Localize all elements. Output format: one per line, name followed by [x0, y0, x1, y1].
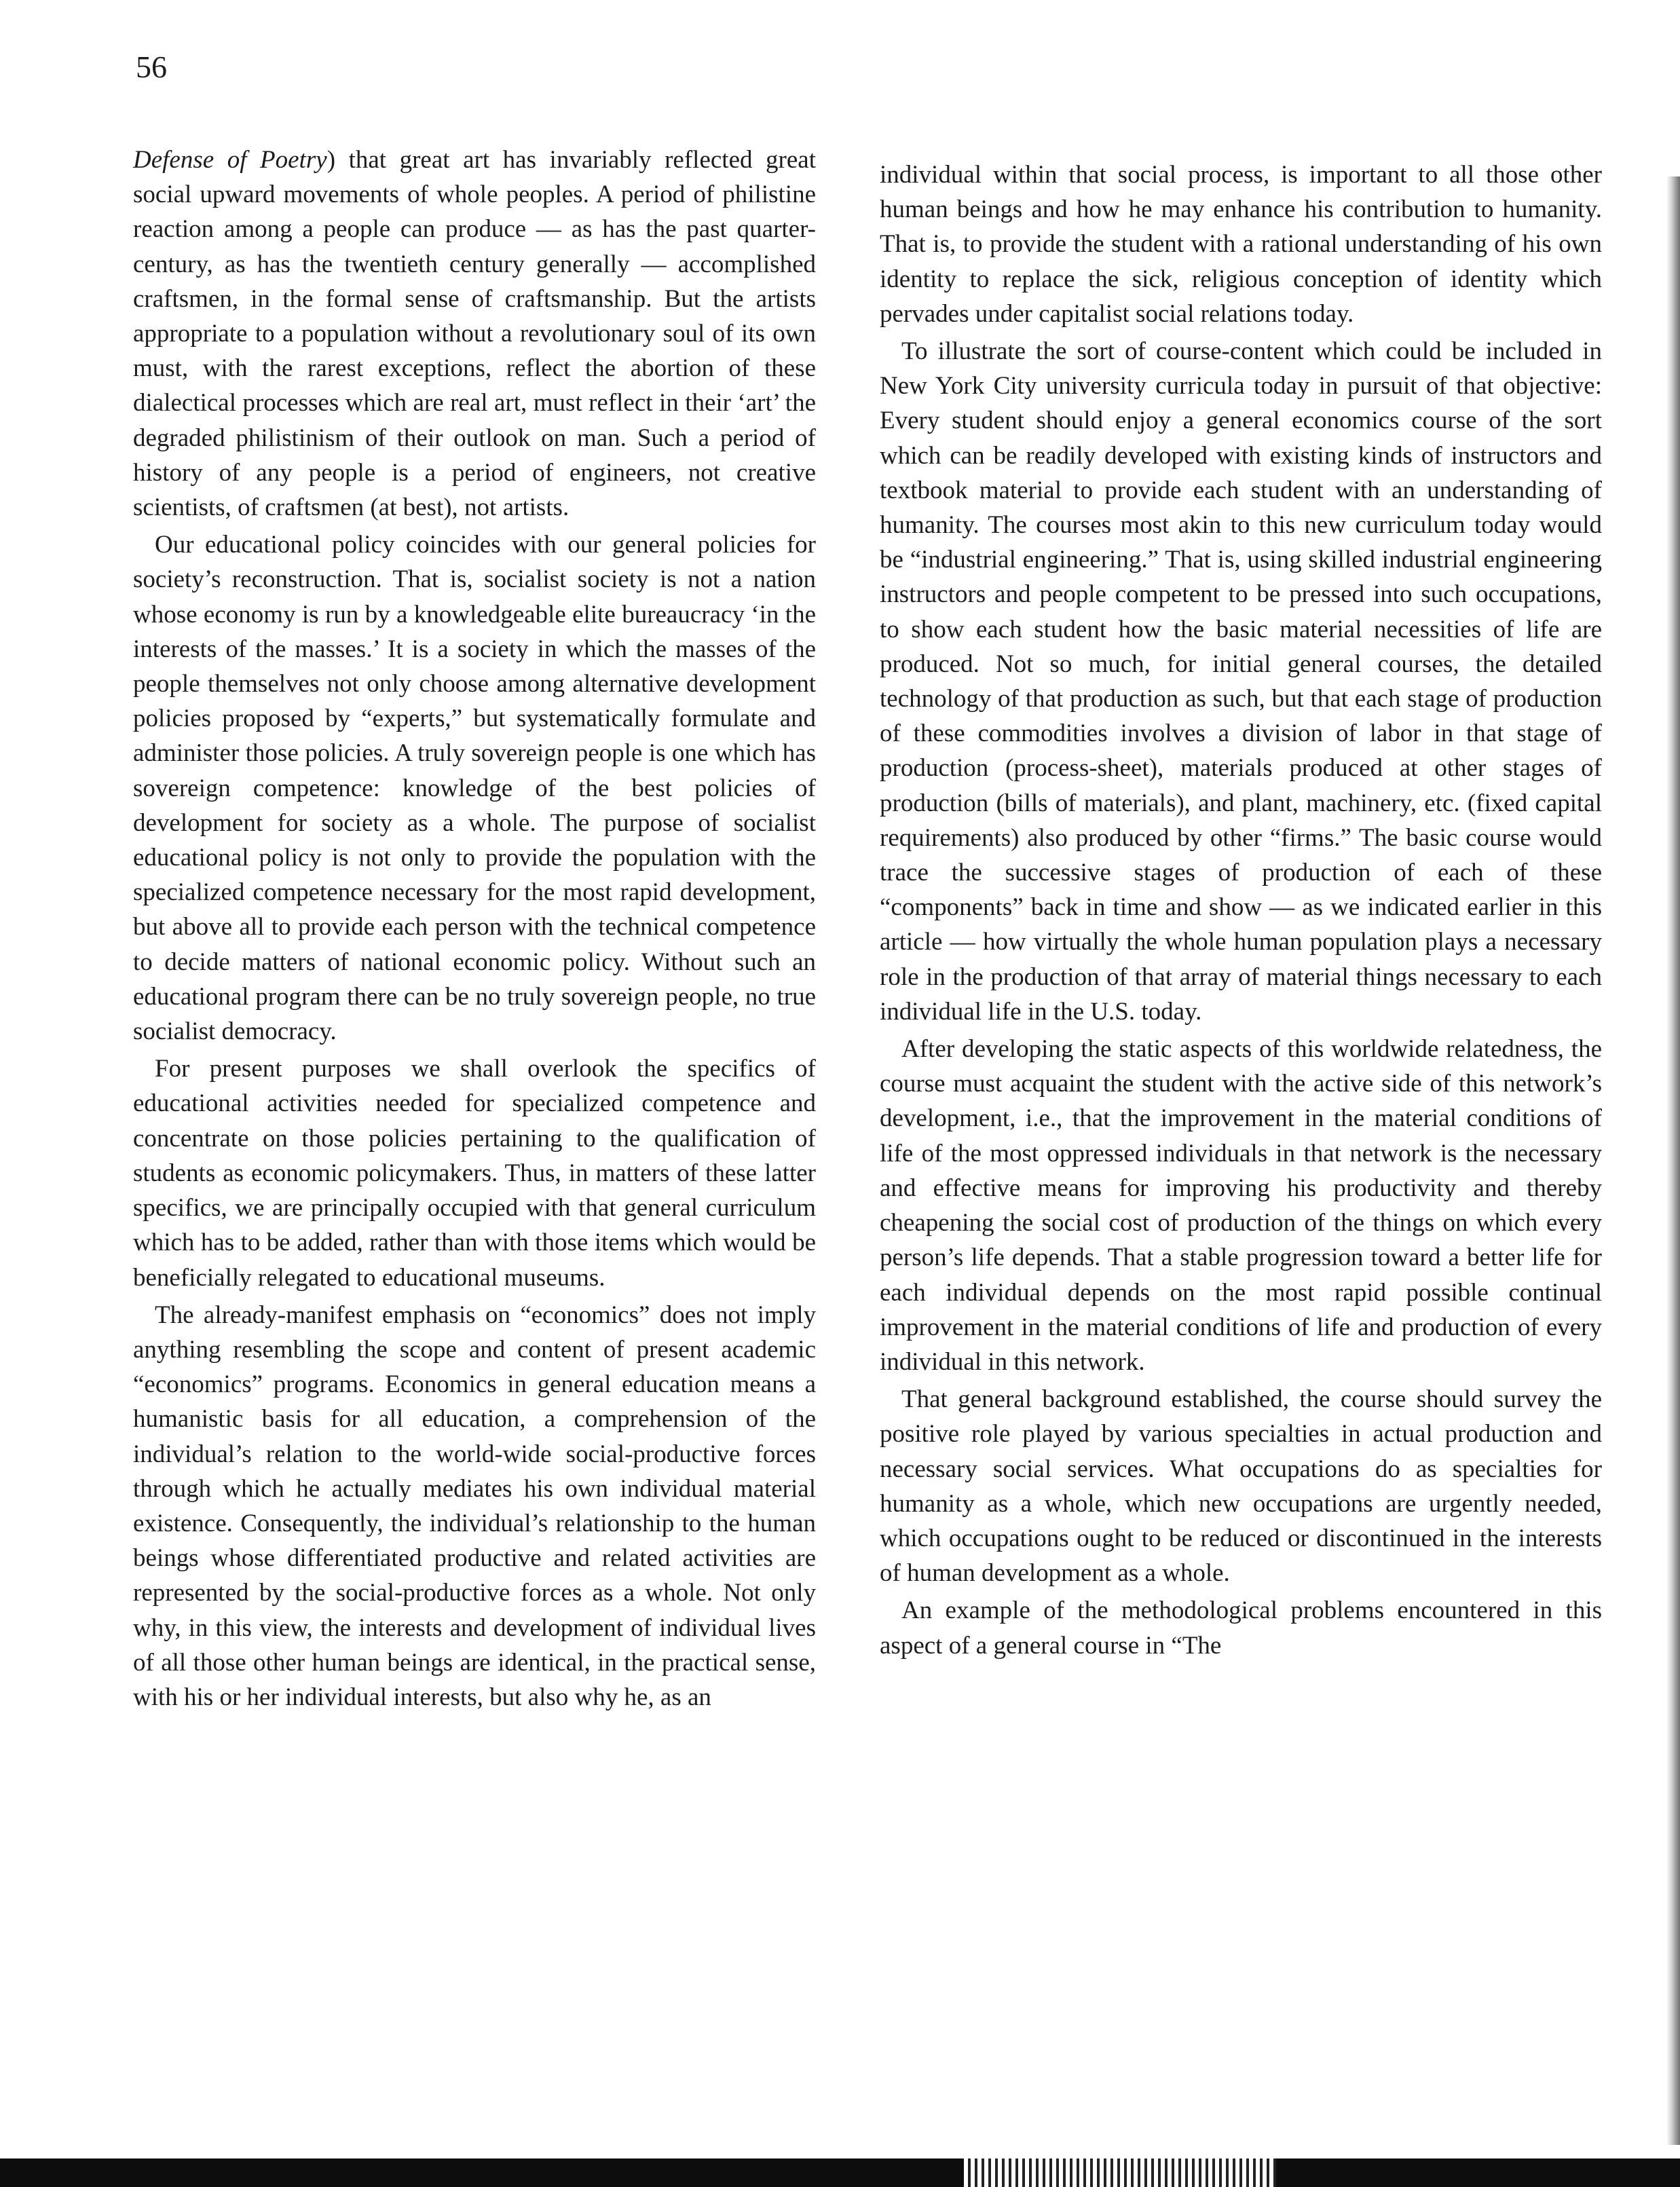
scan-bottom-border: [0, 2158, 1680, 2187]
paragraph: individual within that social process, is important to all those other human beings and how he may enhance his contribution to humanity. That is, to provide the student with a rational understanding of his own identity to replace the sick, religious conception of identity which pervades under capitalist social relations today.: [880, 161, 1602, 328]
left-column: [133, 143, 816, 1715]
paragraph: After developing the static aspects of this worldwide relatedness, the course must acquaint the student with the active side of this network’s development, i.e., that the improvement in the material conditions of life of the most oppressed individuals in that network is the necessary and effective means for improving his productivity and thereby cheapening the social cost of production of the things on which every person’s life depends. That a stable progression toward a better life for each individual depends on the most rapid possible continual improvement in the material conditions of life and production of every individual in this network.: [880, 1035, 1602, 1376]
paragraph-text: ) that great art has invariably reflected great social upward movements of whole peoples. A period of philistine reaction among a people can produce — as has the past quarter-century, as has the twentieth century generally — accomplished craftsmen, in the formal sense of craftsmanship. But the artists appropriate to a population without a revolutionary soul of its own must, with the rarest exceptions, reflect the abortion of these dialectical processes which are real art, must reflect in their ‘art’ the degraded philistinism of their outlook on man. Such a period of history of any people is a period of engineers, not creative scientists, of craftsmen (at best), not artists.: [133, 146, 817, 522]
right-column: [880, 157, 1602, 1663]
italic-title: Defense of Poetry: [133, 146, 327, 174]
scan-bottom-pattern: [964, 2158, 1276, 2187]
paragraph: Our educational policy coincides with our general policies for society’s reconstruction. That is, socialist society is not a nation whose economy is run by a knowledgeable elite bureaucracy ‘in the interests of the masses.’ It is a society in which the masses of the people themselves not only choose among alternative development policies proposed by “experts,” but systematically formulate and administer those policies. A truly sovereign people is one which has sovereign competence: knowledge of the best policies of development for society as a whole. The purpose of socialist educational policy is not only to provide the population with the specialized competence necessary for the most rapid development, but above all to provide each person with the technical competence to decide matters of national economic policy. Without such an educational program there can be no truly sovereign people, no true socialist democracy.: [133, 531, 816, 1046]
paragraph: The already-manifest emphasis on “economics” does not imply anything resembling the scope and content of present academic “economics” programs. Economics in general education means a humanistic basis for all education, a comprehension of the individual’s relation to the world-wide social-productive forces through which he actually mediates his own individual material existence. Consequently, the individual’s relationship to the human beings whose differentiated productive and related activities are represented by the social-productive forces as a whole. Not only why, in this view, the interests and development of individual lives of all those other human beings are identical, in the practical sense, with his or her individual interests, but also why he, as an: [133, 1301, 816, 1711]
page-number: 56: [136, 50, 167, 84]
paragraph: For present purposes we shall overlook the specifics of educational activities needed for specialized competence and concentrate on those policies pertaining to the qualification of students as economic policymakers. Thus, in matters of these latter specifics, we are principally occupied with that general curriculum which has to be added, rather than with those items which would be beneficially relegated to educational museums.: [133, 1055, 816, 1292]
paragraph: To illustrate the sort of course-content which could be included in New York City university curricula today in pursuit of that objective: Every student should enjoy a general economics course of the sort which can be readily developed with existing kinds of instructors and textbook material to provide each student with an understanding of humanity. The courses most akin to this new curriculum today would be “industrial engineering.” That is, using skilled industrial engineering instructors and people competent to be pressed into such occupations, to show each student how the basic material necessities of life are produced. Not so much, for initial general courses, the detailed technology of that production as such, but that each stage of production of these commodities involves a division of labor in that stage of production (process-sheet), materials produced at other stages of production (bills of materials), and plant, machinery, etc. (fixed capital requirements) also produced by other “firms.” The basic course would trace the successive stages of production of each of these “components” back in time and show — as we indicated earlier in this article — how virtually the whole human population plays a necessary role in the production of that array of material things necessary to each individual life in the U.S. today.: [880, 337, 1602, 1026]
paragraph: An example of the methodological problems encountered in this aspect of a general course in “The: [880, 1596, 1602, 1660]
paragraph: That general background established, the course should survey the positive role played by various specialties in actual production and necessary social services. What occupations do as specialties for humanity as a whole, which new occupations are urgently needed, which occupations ought to be reduced or discontinued in the interests of human development as a whole.: [880, 1385, 1602, 1588]
scan-edge-shadow: [1666, 176, 1680, 2145]
paragraph: [133, 143, 816, 525]
